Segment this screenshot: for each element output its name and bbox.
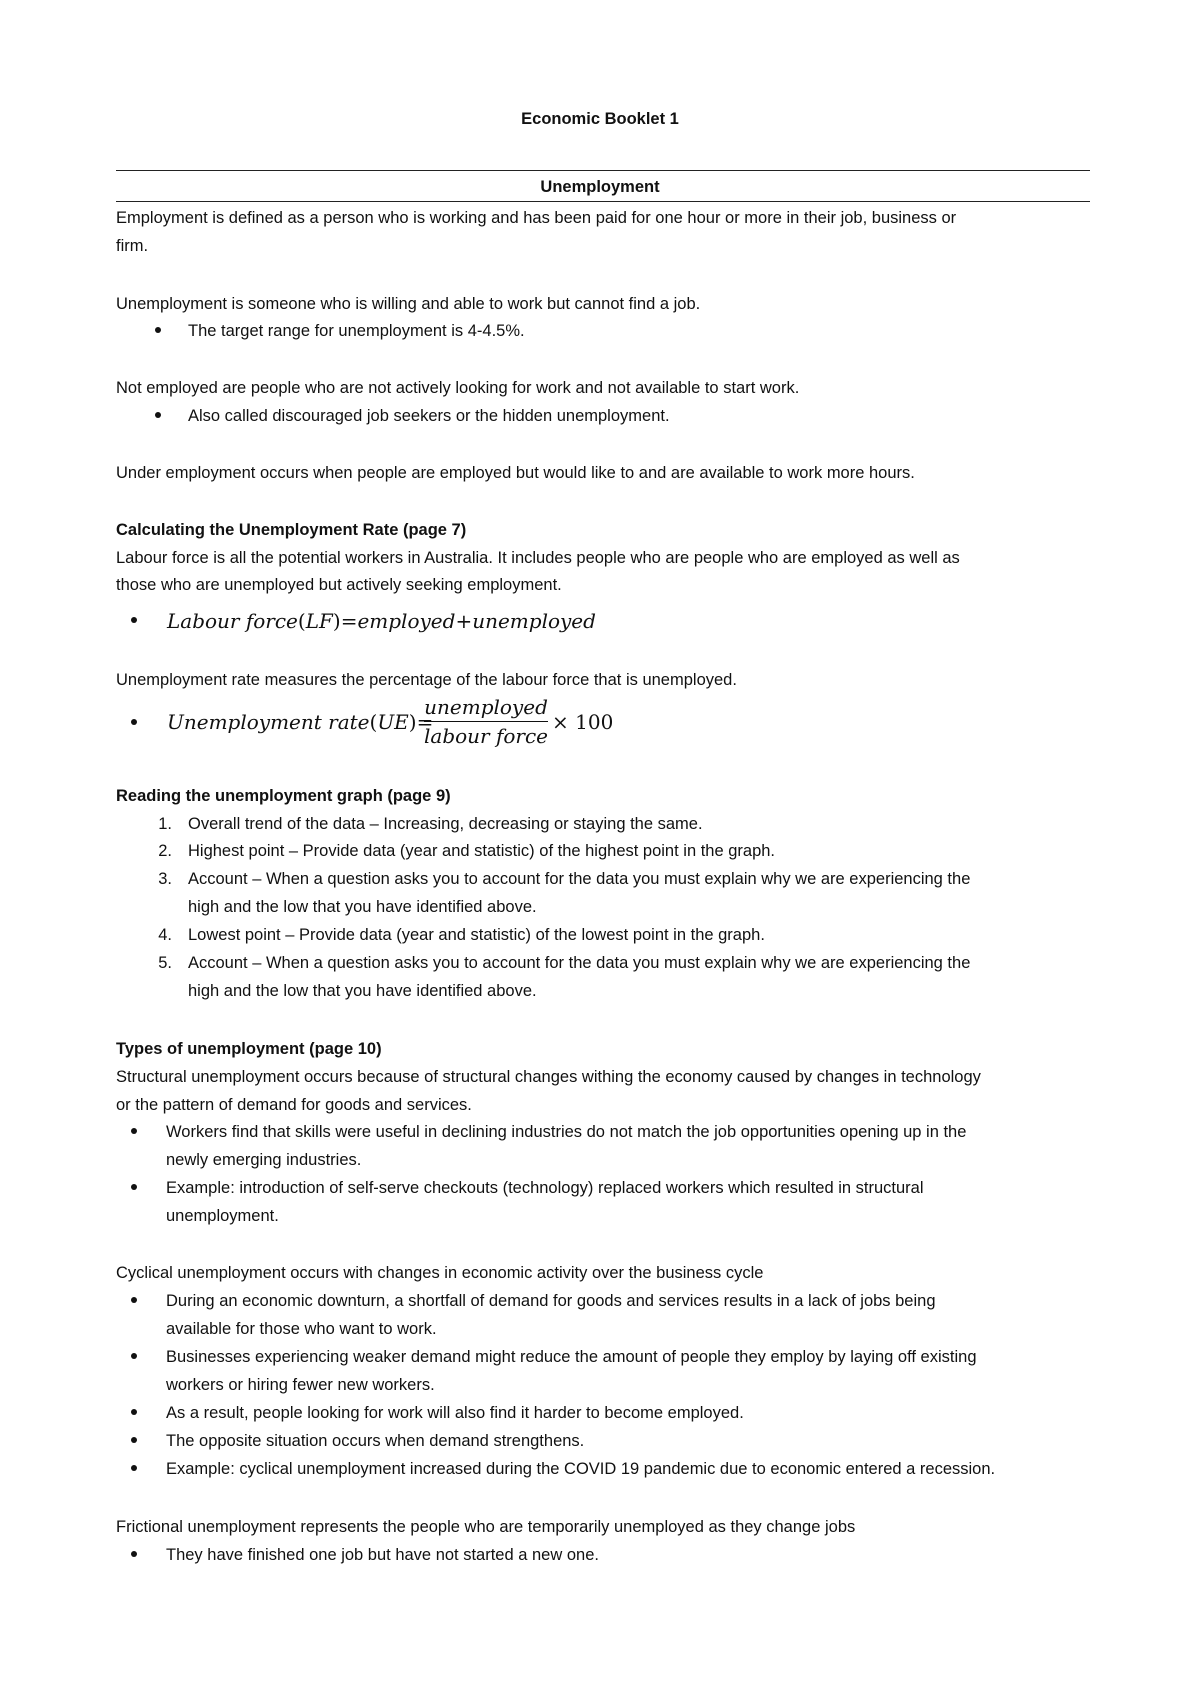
fraction-numerator: unemployed <box>424 695 548 719</box>
not-employed-definition: Not employed are people who are not actively looking for work and not available to start work. <box>116 379 800 397</box>
structural-line-1: Structural unemployment occurs because of structural changes withing the economy caused by changes in technology <box>116 1068 981 1086</box>
section-title: Unemployment <box>540 178 660 196</box>
cyclical-bullet-continuation: workers or hiring fewer new workers. <box>166 1376 435 1394</box>
cyclical-bullet: The opposite situation occurs when demand strengthens. <box>166 1432 585 1450</box>
frictional-definition: Frictional unemployment represents the people who are temporarily unemployed as they change jobs <box>116 1518 856 1536</box>
rate-fraction <box>424 694 548 749</box>
structural-line-2: or the pattern of demand for goods and services. <box>116 1096 472 1114</box>
unemployment-target-bullet: The target range for unemployment is 4-4.5%. <box>188 322 525 340</box>
structural-bullet: Example: introduction of self-serve checkouts (technology) replaced workers which resulted in structural <box>166 1179 924 1197</box>
list-item: Account – When a question asks you to account for the data you must explain why we are experiencing the <box>188 870 971 888</box>
list-item: Highest point – Provide data (year and statistic) of the highest point in the graph. <box>188 842 776 860</box>
cyclical-bullet: Businesses experiencing weaker demand might reduce the amount of people they employ by laying off existing <box>166 1348 977 1366</box>
list-number: 3. <box>158 870 172 888</box>
fraction-denominator: labour force <box>424 724 549 748</box>
unemployment-rate-formula: Unemployment rate(UE)= <box>167 710 434 734</box>
list-number: 4. <box>158 926 172 944</box>
bullet-icon <box>131 1409 137 1415</box>
cyclical-definition: Cyclical unemployment occurs with changes in economic activity over the business cycle <box>116 1264 764 1282</box>
bullet-icon <box>131 1353 137 1359</box>
graph-heading: Reading the unemployment graph (page 9) <box>116 787 451 805</box>
employment-definition-line-2: firm. <box>116 237 149 255</box>
labour-force-line-1: Labour force is all the potential workers in Australia. It includes people who are people who are employed as well as <box>116 549 960 567</box>
bullet-icon <box>155 412 161 418</box>
list-number: 1. <box>158 815 172 833</box>
cyclical-bullet-continuation: available for those who want to work. <box>166 1320 437 1338</box>
labour-force-formula: Labour force(LF)=employed+unemployed <box>167 609 596 633</box>
cyclical-bullet: During an economic downturn, a shortfall of demand for goods and services results in a lack of jobs being <box>166 1292 936 1310</box>
document-title: Economic Booklet 1 <box>521 110 679 128</box>
bullet-icon <box>131 1184 137 1190</box>
bullet-icon <box>155 327 161 333</box>
bullet-icon <box>131 617 137 623</box>
list-item-continuation: high and the low that you have identified above. <box>188 898 537 916</box>
list-number: 2. <box>158 842 172 860</box>
types-heading: Types of unemployment (page 10) <box>116 1040 382 1058</box>
employment-definition-line-1: Employment is defined as a person who is working and has been paid for one hour or more in their job, business or <box>116 209 957 227</box>
bullet-icon <box>131 1551 137 1557</box>
not-employed-bullet: Also called discouraged job seekers or the hidden unemployment. <box>188 407 670 425</box>
cyclical-bullet: As a result, people looking for work will also find it harder to become employed. <box>166 1404 744 1422</box>
bullet-icon <box>131 1437 137 1443</box>
cyclical-bullet: Example: cyclical unemployment increased during the COVID 19 pandemic due to economic entered a recession. <box>166 1460 996 1478</box>
structural-bullet: Workers find that skills were useful in declining industries do not match the job opportunities opening up in the <box>166 1123 967 1141</box>
structural-bullet-continuation: unemployment. <box>166 1207 279 1225</box>
list-item: Account – When a question asks you to account for the data you must explain why we are experiencing the <box>188 954 971 972</box>
list-number: 5. <box>158 954 172 972</box>
calc-heading: Calculating the Unemployment Rate (page 7) <box>116 521 467 539</box>
unemployment-rate-definition: Unemployment rate measures the percentage of the labour force that is unemployed. <box>116 671 737 689</box>
frictional-bullet: They have finished one job but have not started a new one. <box>166 1546 599 1564</box>
bullet-icon <box>131 1465 137 1471</box>
list-item: Lowest point – Provide data (year and statistic) of the lowest point in the graph. <box>188 926 765 944</box>
fraction-bar <box>424 721 548 722</box>
under-employment-definition: Under employment occurs when people are employed but would like to and are available to work more hours. <box>116 464 915 482</box>
list-item: Overall trend of the data – Increasing, decreasing or staying the same. <box>188 815 703 833</box>
labour-force-line-2: those who are unemployed but actively seeking employment. <box>116 576 562 594</box>
section-rule-top <box>116 170 1090 171</box>
list-item-continuation: high and the low that you have identified above. <box>188 982 537 1000</box>
unemployment-definition: Unemployment is someone who is willing and able to work but cannot find a job. <box>116 295 701 313</box>
bullet-icon <box>131 1297 137 1303</box>
structural-bullet-continuation: newly emerging industries. <box>166 1151 362 1169</box>
section-rule-bottom <box>116 201 1090 202</box>
bullet-icon <box>131 719 137 725</box>
bullet-icon <box>131 1128 137 1134</box>
rate-multiplier: × 100 <box>552 710 614 734</box>
